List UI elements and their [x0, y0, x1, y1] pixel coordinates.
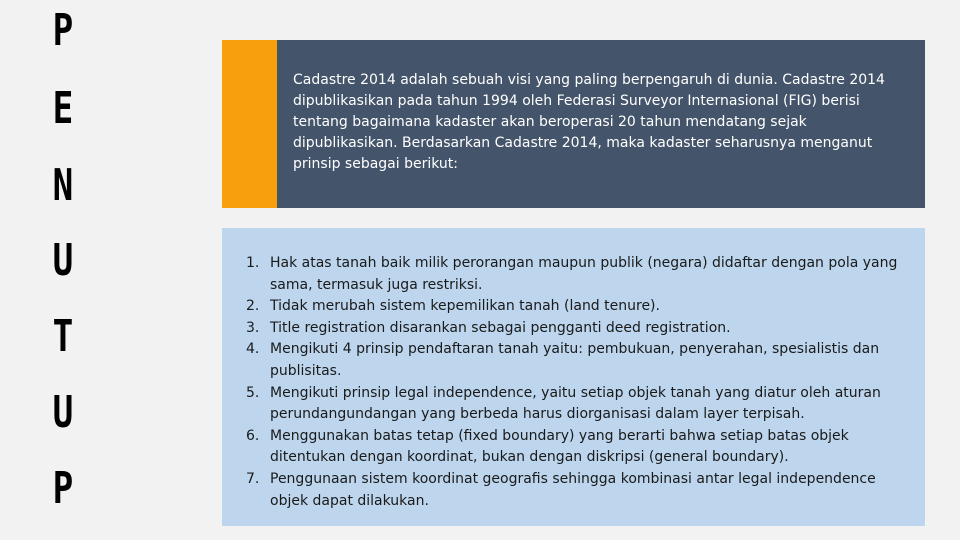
title-letter: U	[52, 387, 74, 438]
item-text: Tidak merubah sistem kepemilikan tanah (land tenure).	[270, 298, 660, 315]
item-number: 5.	[246, 384, 260, 401]
intro-box	[222, 40, 925, 208]
item-text: Penggunaan sistem koordinat geografis sehingga kombinasi antar legal independence objek dapat dilakukan.	[270, 470, 876, 509]
list-item	[246, 318, 918, 340]
item-number: 3.	[246, 319, 260, 336]
item-number: 2.	[246, 298, 260, 315]
title-letter: U	[52, 235, 74, 286]
item-text: Menggunakan batas tetap (fixed boundary) yang berarti bahwa setiap batas objek ditentukan dengan koordinat, bukan dengan diskripsi (general boundary).	[270, 427, 849, 466]
item-text: Mengikuti prinsip legal independence, yaitu setiap objek tanah yang diatur oleh aturan perundangundangan yang berbeda harus diorganisasi dalam layer terpisah.	[270, 384, 881, 423]
list-item	[246, 253, 918, 296]
list-item	[246, 469, 918, 512]
title-letter: E	[52, 83, 74, 134]
item-text: Title registration disarankan sebagai pengganti deed registration.	[270, 319, 731, 336]
item-number: 7.	[246, 470, 260, 487]
item-text: Hak atas tanah baik milik perorangan maupun publik (negara) didaftar dengan pola yang sama, termasuk juga restriksi.	[270, 255, 898, 293]
title-letter: T	[52, 311, 74, 362]
item-number: 6.	[246, 427, 260, 444]
principles-list	[246, 253, 918, 512]
title-letter: P	[52, 5, 74, 56]
title-letter: P	[52, 463, 74, 514]
title-letter: N	[52, 160, 74, 211]
item-text: Mengikuti 4 prinsip pendaftaran tanah yaitu: pembukuan, penyerahan, spesialistis dan publisitas.	[270, 341, 880, 379]
list-item	[246, 383, 918, 426]
vertical-title	[40, 0, 86, 540]
principles-box	[222, 228, 925, 526]
item-number: 4.	[246, 341, 260, 358]
list-item	[246, 339, 918, 382]
list-item	[246, 426, 918, 469]
list-item	[246, 296, 918, 318]
accent-bar	[222, 40, 277, 208]
intro-text: Cadastre 2014 adalah sebuah visi yang paling berpengaruh di dunia. Cadastre 2014 dipublikasikan pada tahun 1994 oleh Federasi Surveyor Internasional (FIG) berisi tentang bagaimana kadaster akan beroperasi 20 tahun mendatang sejak dipublikasikan. Berdasarkan Cadastre 2014, maka kadaster seharusnya menganut prinsip sebagai berikut:	[293, 72, 885, 172]
item-number: 1.	[246, 255, 260, 271]
